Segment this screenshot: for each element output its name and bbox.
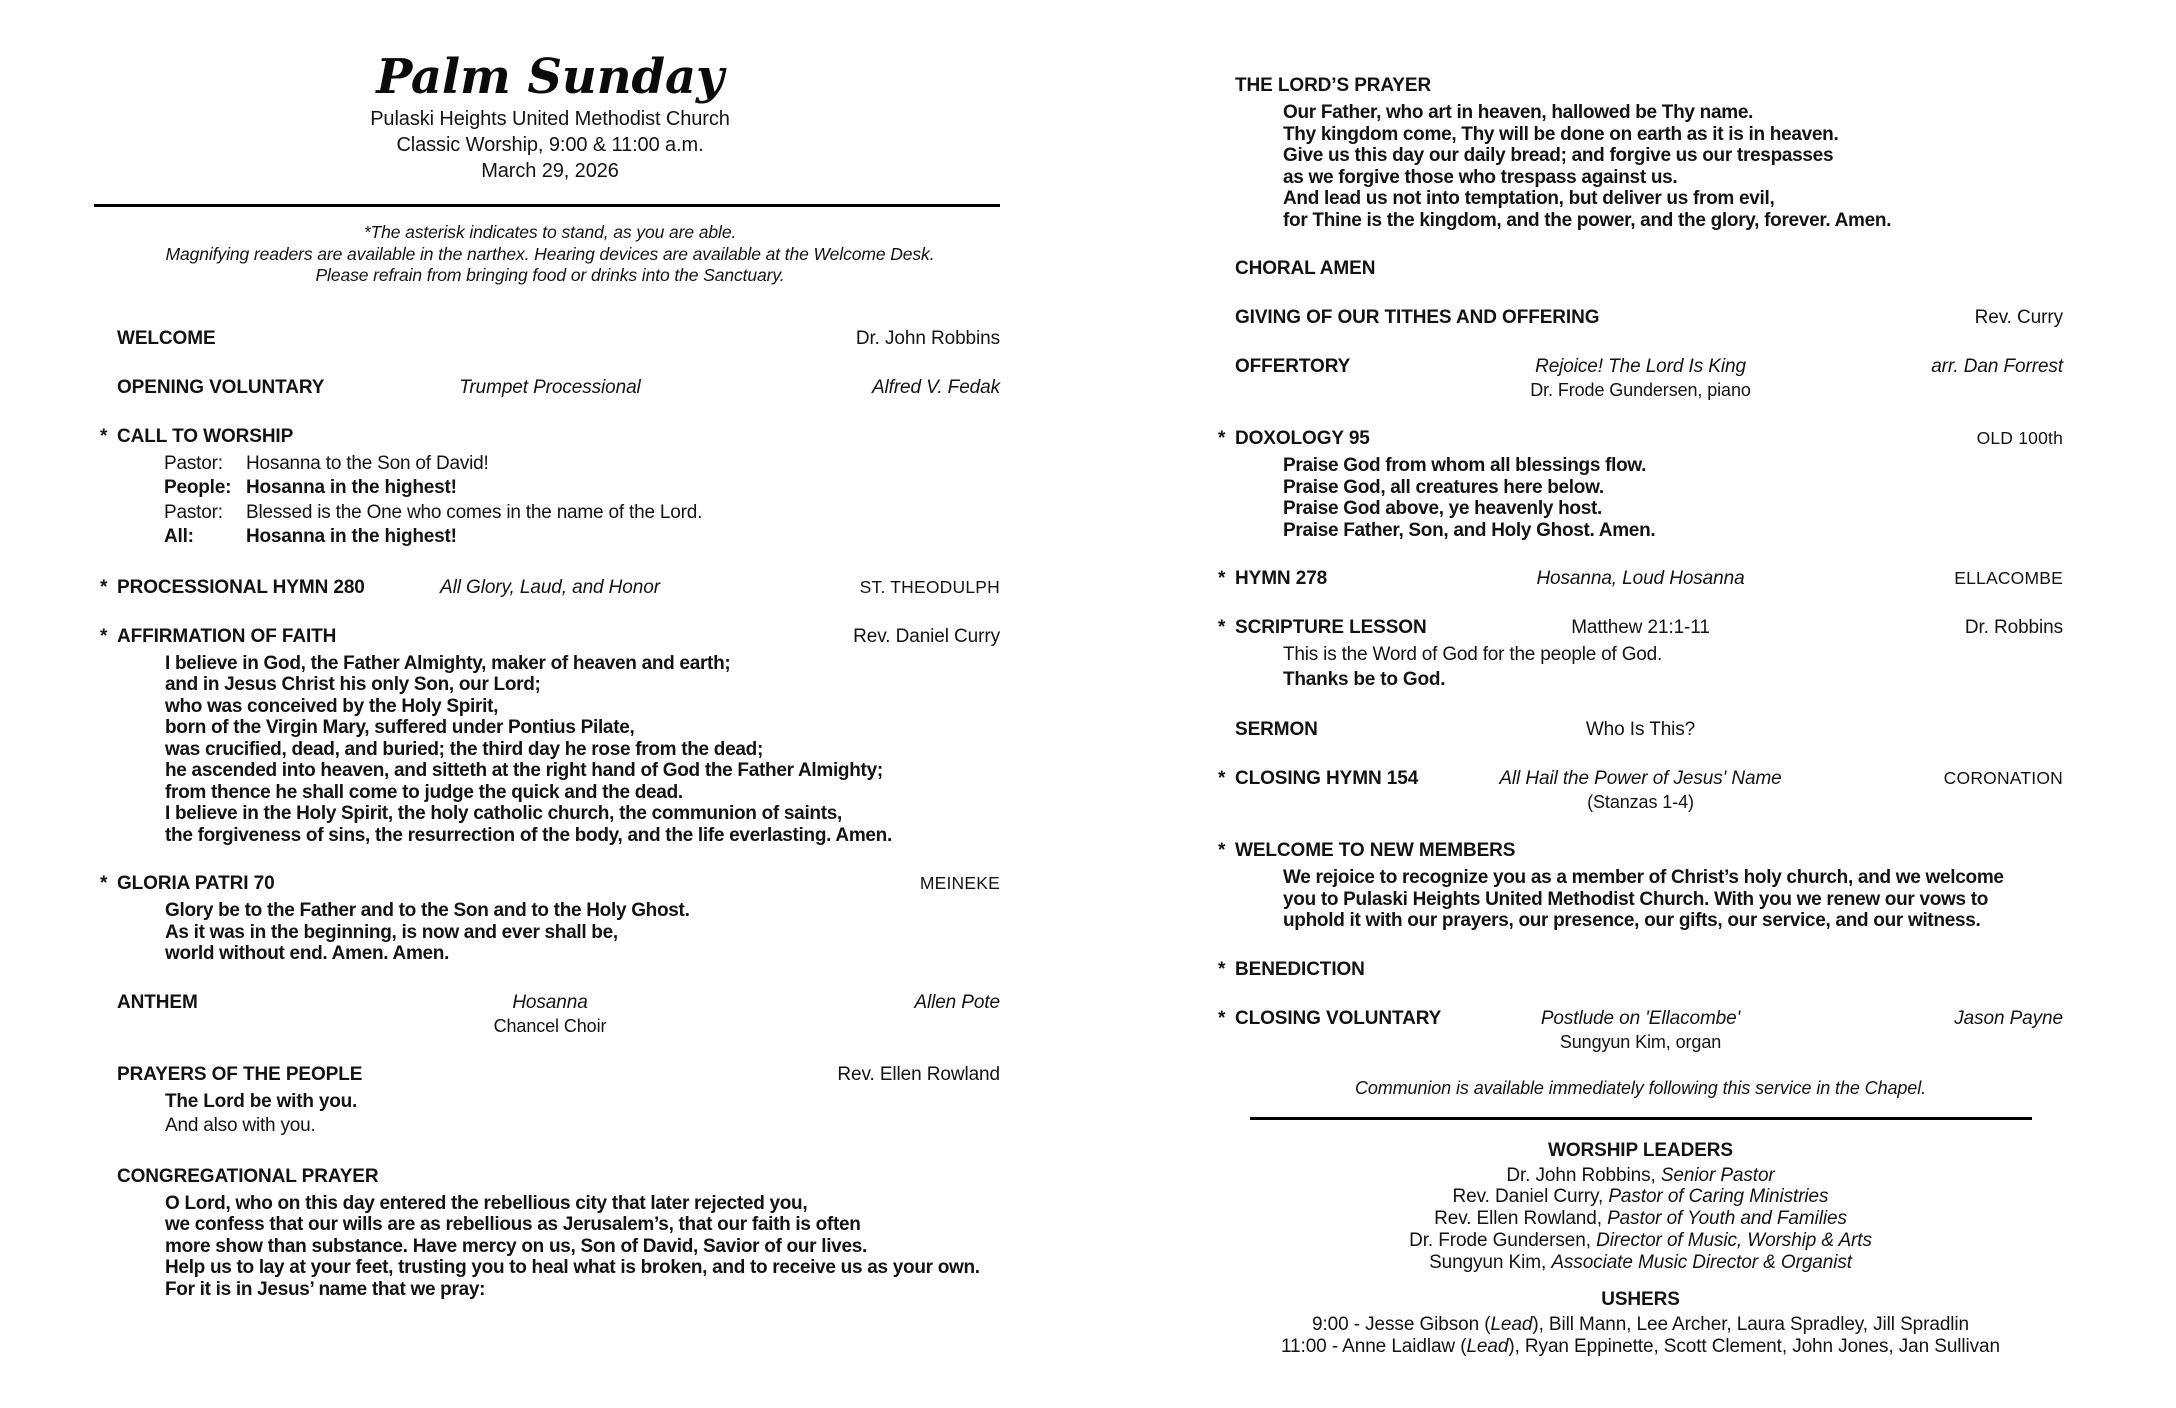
order-item-offertory [1218,355,2063,401]
item-label: PROCESSIONAL HYMN 280 [117,576,365,598]
left-column [100,42,1000,1300]
usher-names: 9:00 - Jesse Gibson ( [1311,1314,1491,1336]
item-label: AFFIRMATION OF FAITH [117,625,337,647]
item-label: HYMN 278 [1235,568,1328,589]
stand-asterisk: * [1218,958,1226,980]
doxology-line: Praise God above, ye heavenly host. [1283,498,1602,519]
header-divider [94,204,1000,207]
creed-line: I believe in God, the Father Almighty, maker of heaven and earth; [165,652,731,674]
stand-asterisk: * [100,576,108,598]
stand-asterisk: * [1218,1007,1226,1029]
leader-name: Rev. Ellen Rowland, [1434,1208,1602,1230]
bulletin-footer [1218,1140,2063,1359]
order-item-scripture-lesson [1218,616,2063,692]
performing-group: Chancel Choir [493,1015,607,1036]
hymn-title: All Hail the Power of Jesus' Name [1499,768,1782,789]
leader-role: Pastor of Youth and Families [1607,1208,1847,1230]
order-item-doxology [1218,427,2063,541]
leader-role: Pastor of Caring Ministries [1608,1186,1829,1208]
leader-name: Rev. Daniel Curry, [1452,1186,1604,1208]
worship-leader [1218,1208,2063,1230]
footer-divider [1250,1117,2032,1120]
ushers-title: USHERS [1601,1289,1680,1311]
order-item-welcome-members [1218,839,2063,932]
scripture-reference: Matthew 21:1-11 [1571,617,1710,638]
order-item-affirmation [100,625,1000,847]
usher-lead-tag: Lead [1466,1336,1509,1358]
dialogue-row [164,476,1000,501]
service-time-line: Classic Worship, 9:00 & 11:00 a.m. [396,134,704,156]
creed-line: who was conceived by the Holy Spirit, [165,695,499,717]
order-item-choral-amen [1218,257,2063,280]
item-label: DOXOLOGY 95 [1235,428,1370,449]
order-item-benediction [1218,958,2063,981]
lords-prayer-text [1283,102,2063,231]
usher-names: ), Bill Mann, Lee Archer, Laura Spradley, Jill Spradlin [1532,1314,1969,1336]
order-item-welcome [100,327,1000,350]
item-label: BENEDICTION [1235,958,1365,980]
order-item-prayers-of-people [100,1063,1000,1139]
order-item-hymn-278 [1218,567,2063,590]
leader-name: Dr. John Robbins, [1506,1164,1656,1186]
order-item-congregational-prayer [100,1165,1000,1301]
item-label: OPENING VOLUNTARY [117,376,325,398]
item-label: WELCOME [117,327,216,349]
doxology-line: Praise Father, Son, and Holy Ghost. Amen. [1283,519,1656,541]
leader-role: Associate Music Director & Organist [1551,1251,1852,1273]
dialogue-row [164,525,1000,550]
leader-name: Dr. Frode Gundersen, [1409,1229,1591,1251]
prayer-line: Help us to lay at your feet, trusting you to heal what is broken, and to receive us as your own. [165,1257,980,1278]
gloria-text [165,900,1000,965]
doxology-line: Praise God from whom all blessings flow. [1283,455,1647,476]
dialogue-row [164,452,1000,477]
arranger-name: arr. Dan Forrest [1931,356,2063,377]
leader-role: Senior Pastor [1660,1164,1775,1186]
stand-asterisk: * [100,873,108,894]
worship-leader [1218,1230,2063,1252]
prayer-line: Give us this day our daily bread; and forgive us our trespasses [1283,145,1834,166]
dialogue-text: Hosanna in the highest! [246,526,457,547]
item-label: OFFERTORY [1235,356,1351,377]
worship-leader [1218,1186,2063,1208]
performer-name: Sungyun Kim, organ [1559,1031,1722,1052]
stanzas-note: (Stanzas 1-4) [1587,792,1694,812]
speaker-label: All: [164,526,194,547]
piece-title: Trumpet Processional [459,376,641,398]
item-label: CLOSING HYMN 154 [1235,768,1419,789]
dialogue-row [164,501,1000,526]
creed-line: the forgiveness of sins, the resurrection of the body, and the life everlasting. Amen. [165,824,892,846]
right-column [1218,74,2063,1358]
page-title: Palm Sunday [376,49,724,105]
order-item-gloria-patri [100,872,1000,965]
prayer-line: Our Father, who art in heaven, hallowed be Thy name. [1283,102,1754,123]
leader-name: Rev. Daniel Curry [853,625,1000,647]
worship-leader [1218,1252,2063,1274]
stand-asterisk: * [100,425,108,447]
item-label: CHORAL AMEN [1235,258,1376,279]
item-label: WELCOME TO NEW MEMBERS [1235,840,1516,861]
tune-name: ST. THEODULPH [859,576,1000,597]
item-label: GIVING OF OUR TITHES AND OFFERING [1235,307,1600,328]
creed-line: I believe in the Holy Spirit, the holy catholic church, the communion of saints, [165,803,842,824]
welcome-line: you to Pulaski Heights United Methodist Church. With you we renew our vows to [1283,888,1989,910]
prayer-line: Thy kingdom come, Thy will be done on earth as it is in heaven. [1283,123,1839,145]
worship-leader [1218,1165,2063,1187]
tune-name: OLD 100th [1976,428,2063,448]
response-line-plain: And also with you. [165,1115,316,1136]
prayer-line: for Thine is the kingdom, and the power, and the glory, forever. Amen. [1283,209,1892,231]
item-label: ANTHEM [117,991,198,1013]
usher-names: 11:00 - Anne Laidlaw ( [1281,1336,1467,1358]
speaker-label: Pastor: [164,501,223,523]
note-line: Please refrain from bringing food or drinks into the Sanctuary. [315,265,785,285]
doxology-text [1283,455,2063,541]
welcome-members-text [1283,867,2063,932]
gloria-line: As it was in the beginning, is now and ever shall be, [165,921,618,943]
leader-name: Dr. John Robbins [855,327,1000,349]
leader-role: Director of Music, Worship & Arts [1596,1229,1872,1251]
response-line-bold: Thanks be to God. [1283,668,1446,690]
tune-name: MEINEKE [919,873,1000,893]
stand-asterisk: * [1218,568,1226,589]
sermon-title: Who Is This? [1585,719,1696,740]
order-item-sermon [1218,718,2063,741]
scripture-response [1283,643,2063,692]
note-line: Magnifying readers are available in the narthex. Hearing devices are available at the Welcome Desk. [165,243,935,264]
usher-list [1218,1314,2063,1336]
congregational-prayer-text [165,1193,1000,1301]
order-item-closing-hymn [1218,767,2063,813]
responsive-reading [164,452,1000,550]
response-line-plain: This is the Word of God for the people of God. [1283,644,1663,665]
item-label: GLORIA PATRI 70 [117,873,275,894]
item-label: PRAYERS OF THE PEOPLE [117,1063,363,1085]
order-item-lords-prayer [1218,74,2063,231]
welcome-line: uphold it with our prayers, our presence, our gifts, our service, and our witness. [1283,910,1981,931]
creed-line: born of the Virgin Mary, suffered under Pontius Pilate, [165,717,635,738]
item-label: CONGREGATIONAL PRAYER [117,1165,379,1187]
welcome-line: We rejoice to recognize you as a member of Christ’s holy church, and we welcome [1283,867,2004,888]
speaker-label: People: [164,477,232,498]
creed-text [165,653,1000,847]
stand-asterisk: * [100,625,108,647]
dialogue-text: Hosanna to the Son of David! [246,452,489,474]
service-date: March 29, 2026 [481,160,619,182]
dialogue-text: Hosanna in the highest! [246,477,457,498]
bulletin-notes [100,222,1000,287]
communion-note: Communion is available immediately following this service in the Chapel. [1354,1077,1927,1098]
item-label: SERMON [1235,719,1318,740]
prayer-line: as we forgive those who trespass against us. [1283,166,1678,188]
order-item-giving [1218,306,2063,329]
order-item-processional-hymn [100,576,1000,599]
order-item-opening-voluntary [100,376,1000,399]
creed-line: from thence he shall come to judge the quick and the dead. [165,781,683,803]
item-label: SCRIPTURE LESSON [1235,617,1427,638]
note-line: *The asterisk indicates to stand, as you are able. [363,222,737,242]
leader-name: Rev. Curry [1974,307,2063,328]
order-item-closing-voluntary [1218,1007,2063,1053]
prayer-response [165,1090,1000,1139]
anthem-title: Hosanna [512,991,588,1013]
leader-name: Rev. Ellen Rowland [837,1063,1000,1085]
ushers-section [1218,1289,2063,1358]
composer-name: Jason Payne [1954,1007,2063,1029]
usher-lead-tag: Lead [1490,1314,1533,1336]
item-label: CALL TO WORSHIP [117,425,294,447]
order-item-call-to-worship [100,425,1000,550]
item-label: CLOSING VOLUNTARY [1235,1007,1442,1029]
prayer-line: For it is in Jesus’ name that we pray: [165,1278,486,1300]
doxology-line: Praise God, all creatures here below. [1283,476,1604,498]
creed-line: he ascended into heaven, and sitteth at the right hand of God the Father Almighty; [165,760,883,781]
gloria-line: Glory be to the Father and to the Son and to the Holy Ghost. [165,900,690,921]
item-label: THE LORD’S PRAYER [1235,75,1432,96]
prayer-line: more show than substance. Have mercy on us, Son of David, Savior of our lives. [165,1235,867,1257]
church-name: Pulaski Heights United Methodist Church [370,108,730,130]
piece-title: Rejoice! The Lord Is King [1535,356,1746,377]
creed-line: was crucified, dead, and buried; the third day he rose from the dead; [165,738,763,760]
hymn-title: Hosanna, Loud Hosanna [1536,568,1745,589]
leader-name: Sungyun Kim, [1429,1251,1547,1273]
order-item-anthem [100,991,1000,1037]
bulletin-header [100,48,1000,184]
stand-asterisk: * [1218,428,1226,449]
tune-name: ELLACOMBE [1954,568,2063,588]
performer-name: Dr. Frode Gundersen, piano [1530,380,1751,400]
hymn-title: All Glory, Laud, and Honor [440,576,660,598]
usher-names: ), Ryan Eppinette, Scott Clement, John Jones, Jan Sullivan [1508,1336,2000,1358]
composer-name: Allen Pote [914,991,1000,1013]
stand-asterisk: * [1218,617,1226,638]
composer-name: Alfred V. Fedak [871,376,1000,398]
gloria-line: world without end. Amen. Amen. [165,943,450,964]
creed-line: and in Jesus Christ his only Son, our Lord; [165,674,541,695]
prayer-line: we confess that our wills are as rebellious as Jerusalem’s, that our faith is often [165,1214,861,1235]
reader-name: Dr. Robbins [1964,617,2063,638]
piece-title: Postlude on 'Ellacombe' [1540,1007,1741,1029]
worship-leaders-title: WORSHIP LEADERS [1547,1139,1733,1161]
stand-asterisk: * [1218,768,1226,789]
stand-asterisk: * [1218,840,1226,861]
prayer-line: O Lord, who on this day entered the rebellious city that later rejected you, [165,1192,808,1214]
tune-name: CORONATION [1943,768,2063,788]
prayer-line: And lead us not into temptation, but deliver us from evil, [1283,188,1775,209]
speaker-label: Pastor: [164,452,223,474]
usher-list [1218,1336,2063,1358]
response-line-bold: The Lord be with you. [165,1090,358,1112]
dialogue-text: Blessed is the One who comes in the name of the Lord. [246,501,703,523]
